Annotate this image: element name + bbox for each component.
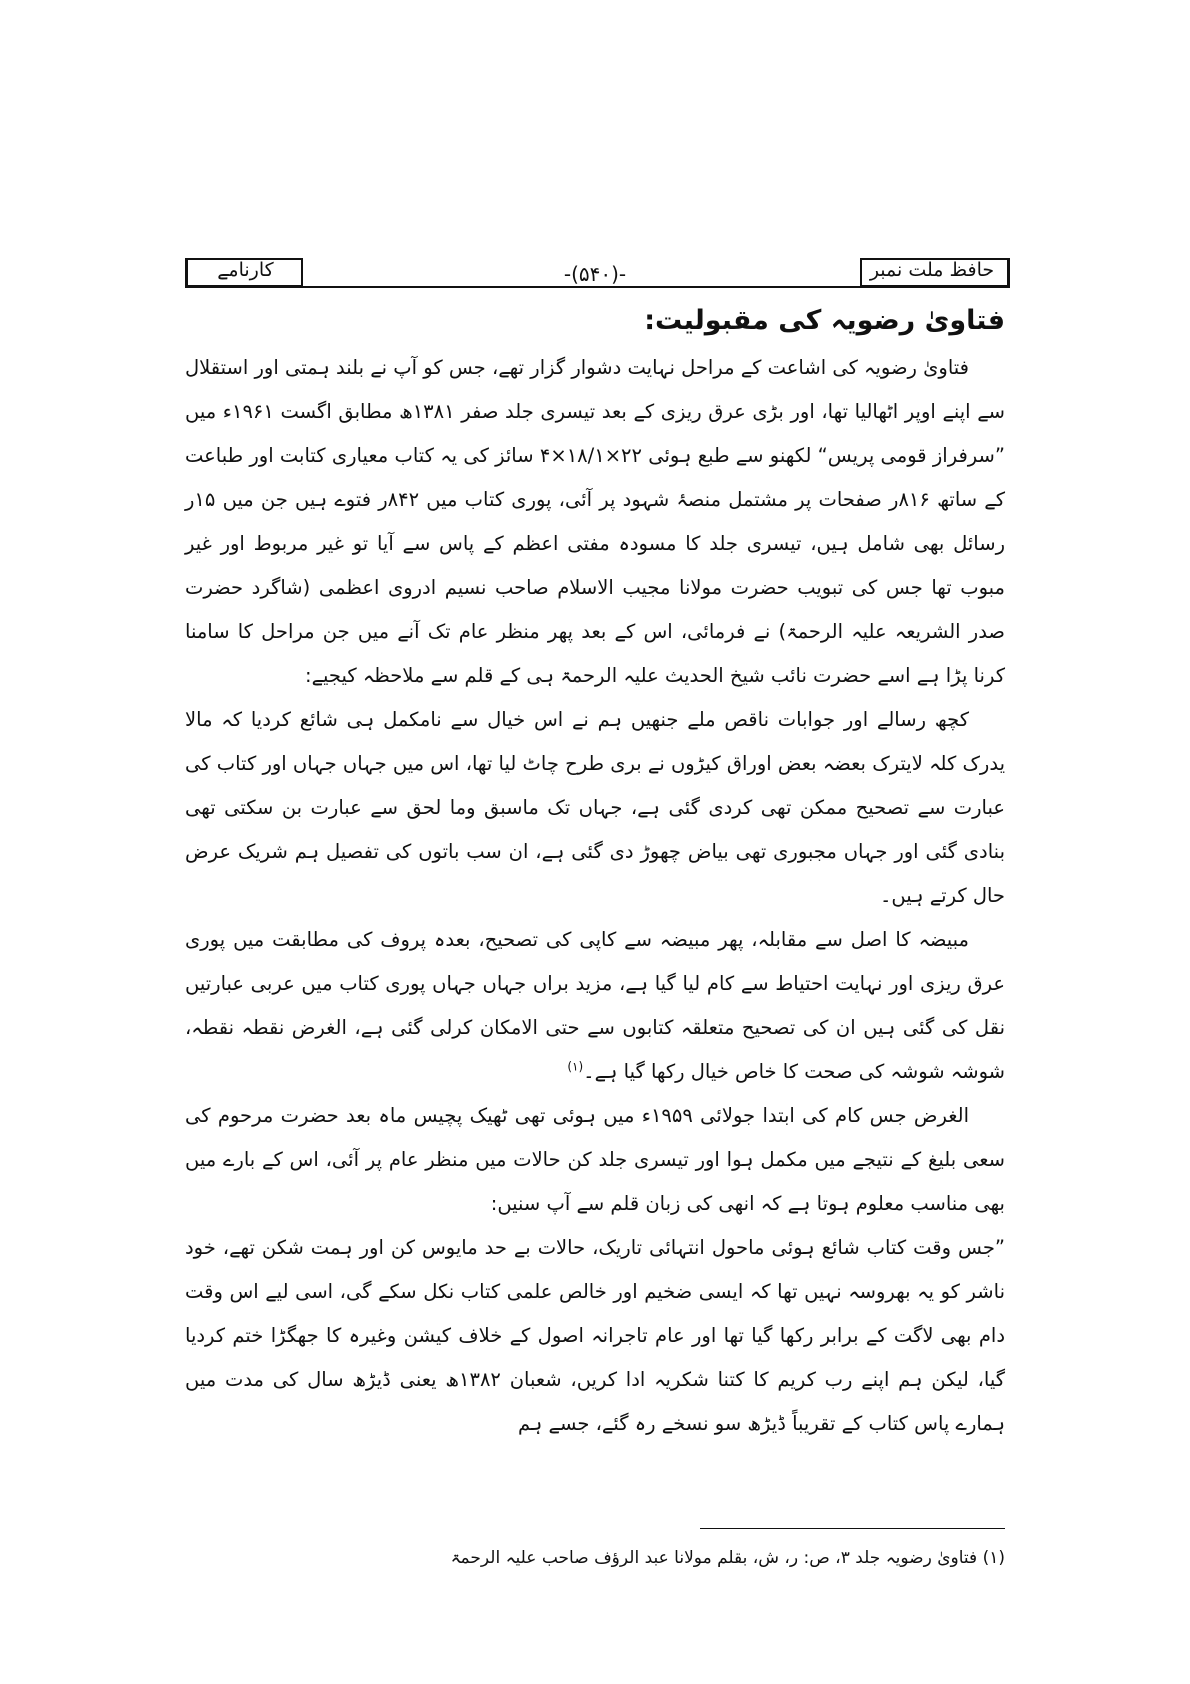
paragraph-3-text: مبیضہ کا اصل سے مقابلہ، پھر مبیضہ سے کاپی کی تصحیح، بعدہ پروف کی مطابقت میں پوری عرق ریزی اور نہایت احتیاط سے کام لیا گیا ہے، مزید براں جہاں جہاں پوری کتاب میں عربی عبارتیں نقل کی گئی ہیں ان کی تصحیح متعلقہ کتابوں سے حتی الامکان کرلی گئی ہے، الغرض نقطہ نقطہ، شوشہ شوشہ کی صحت کا خاص خیال رکھا گیا ہے۔ — [185, 928, 1005, 1083]
footnote-reference: (۱) — [567, 1059, 584, 1074]
paragraph-1: فتاویٰ رضویہ کی اشاعت کے مراحل نہایت دشوار گزار تھے، جس کو آپ نے بلند ہمتی اور استقلال سے اپنے اوپر اٹھالیا تھا، اور بڑی عرق ریزی کے بعد تیسری جلد صفر ۱۳۸۱ھ مطابق اگست ۱۹۶۱ء میں ”سرفراز قومی پریس“ لکھنو سے طبع ہوئی ۲۲×۱۸/۱×۴ سائز کی یہ کتاب معیاری کتابت اور طباعت کے ساتھ ۸۱۶ر صفحات پر مشتمل منصۂ شہود پر آئی، پوری کتاب میں ۸۴۲ر فتوے ہیں جن میں ۱۵ر رسائل بھی شامل ہیں، تیسری جلد کا مسودہ مفتی اعظم کے پاس سے آیا تو غیر مربوط اور غیر مبوب تھا جس کی تبویب حضرت مولانا مجیب الاسلام صاحب نسیم ادروی اعظمی (شاگرد حضرت صدر الشریعہ علیہ الرحمۃ) نے فرمائی، اس کے بعد پھر منظر عام تک آنے میں جن مراحل کا سامنا کرنا پڑا ہے اسے حضرت نائب شیخ الحدیث علیہ الرحمۃ ہی کے قلم سے ملاحظہ کیجیے: — [185, 356, 1005, 687]
header-rule — [301, 286, 862, 288]
footnote-divider — [700, 1528, 1005, 1529]
header-publication-title: حافظ ملت نمبر — [869, 259, 995, 281]
paragraph-5-quote: ”جس وقت کتاب شائع ہوئی ماحول انتہائی تاریک، حالات بے حد مایوس کن اور ہمت شکن تھے، خود ناشر کو یہ بھروسہ نہیں تھا کہ ایسی ضخیم اور خالص علمی کتاب نکل سکے گی، اسی لیے اس وقت دام بھی لاگت کے برابر رکھا گیا تھا اور عام تاجرانہ اصول کے خلاف کیشن وغیرہ کا جھگڑا ختم کردیا گیا، لیکن ہم اپنے رب کریم کا کتنا شکریہ ادا کریں، شعبان ۱۳۸۲ھ یعنی ڈیڑھ سال کی مدت میں ہمارے پاس کتاب کے تقریباً ڈیڑھ سو نسخے رہ گئے، جسے ہم — [185, 1236, 1005, 1435]
page-number: -(۵۴۰)- — [563, 262, 627, 286]
page-body — [185, 298, 1005, 1446]
paragraph-4: الغرض جس کام کی ابتدا جولائی ۱۹۵۹ء میں ہوئی تھی ٹھیک پچیس ماہ بعد حضرت مرحوم کی سعی بلیغ کے نتیجے میں مکمل ہوا اور تیسری جلد کن حالات میں منظر عام پر آئی، اس کے بارے میں بھی مناسب معلوم ہوتا ہے کہ انھی کی زبان قلم سے آپ سنیں: — [185, 1104, 1005, 1215]
footnote: (۱) فتاویٰ رضویہ جلد ۳، ص: ر، ش، بقلم مولانا عبد الرؤف صاحب علیہ الرحمۃ — [450, 1548, 1005, 1568]
page-header — [185, 246, 1010, 292]
section-heading: فتاویٰ رضویہ کی مقبولیت: — [644, 305, 1005, 336]
paragraph-3-quote — [185, 918, 1005, 1094]
paragraph-2-quote: کچھ رسالے اور جوابات ناقص ملے جنھیں ہم نے اس خیال سے نامکمل ہی شائع کردیا کہ مالا یدرک کلہ لایترک بعضہ بعض اوراق کیڑوں نے بری طرح چاٹ لیا تھا، اس میں جہاں جہاں اور کتاب کی عبارت سے تصحیح ممکن تھی کردی گئی ہے، جہاں تک ماسبق وما لحق سے عبارت بن سکتی تھی بنادی گئی اور جہاں مجبوری تھی بیاض چھوڑ دی گئی ہے، ان سب باتوں کی تفصیل ہم شریک عرض حال کرتے ہیں۔ — [185, 708, 1005, 907]
header-section-title: کارنامے — [217, 259, 274, 281]
